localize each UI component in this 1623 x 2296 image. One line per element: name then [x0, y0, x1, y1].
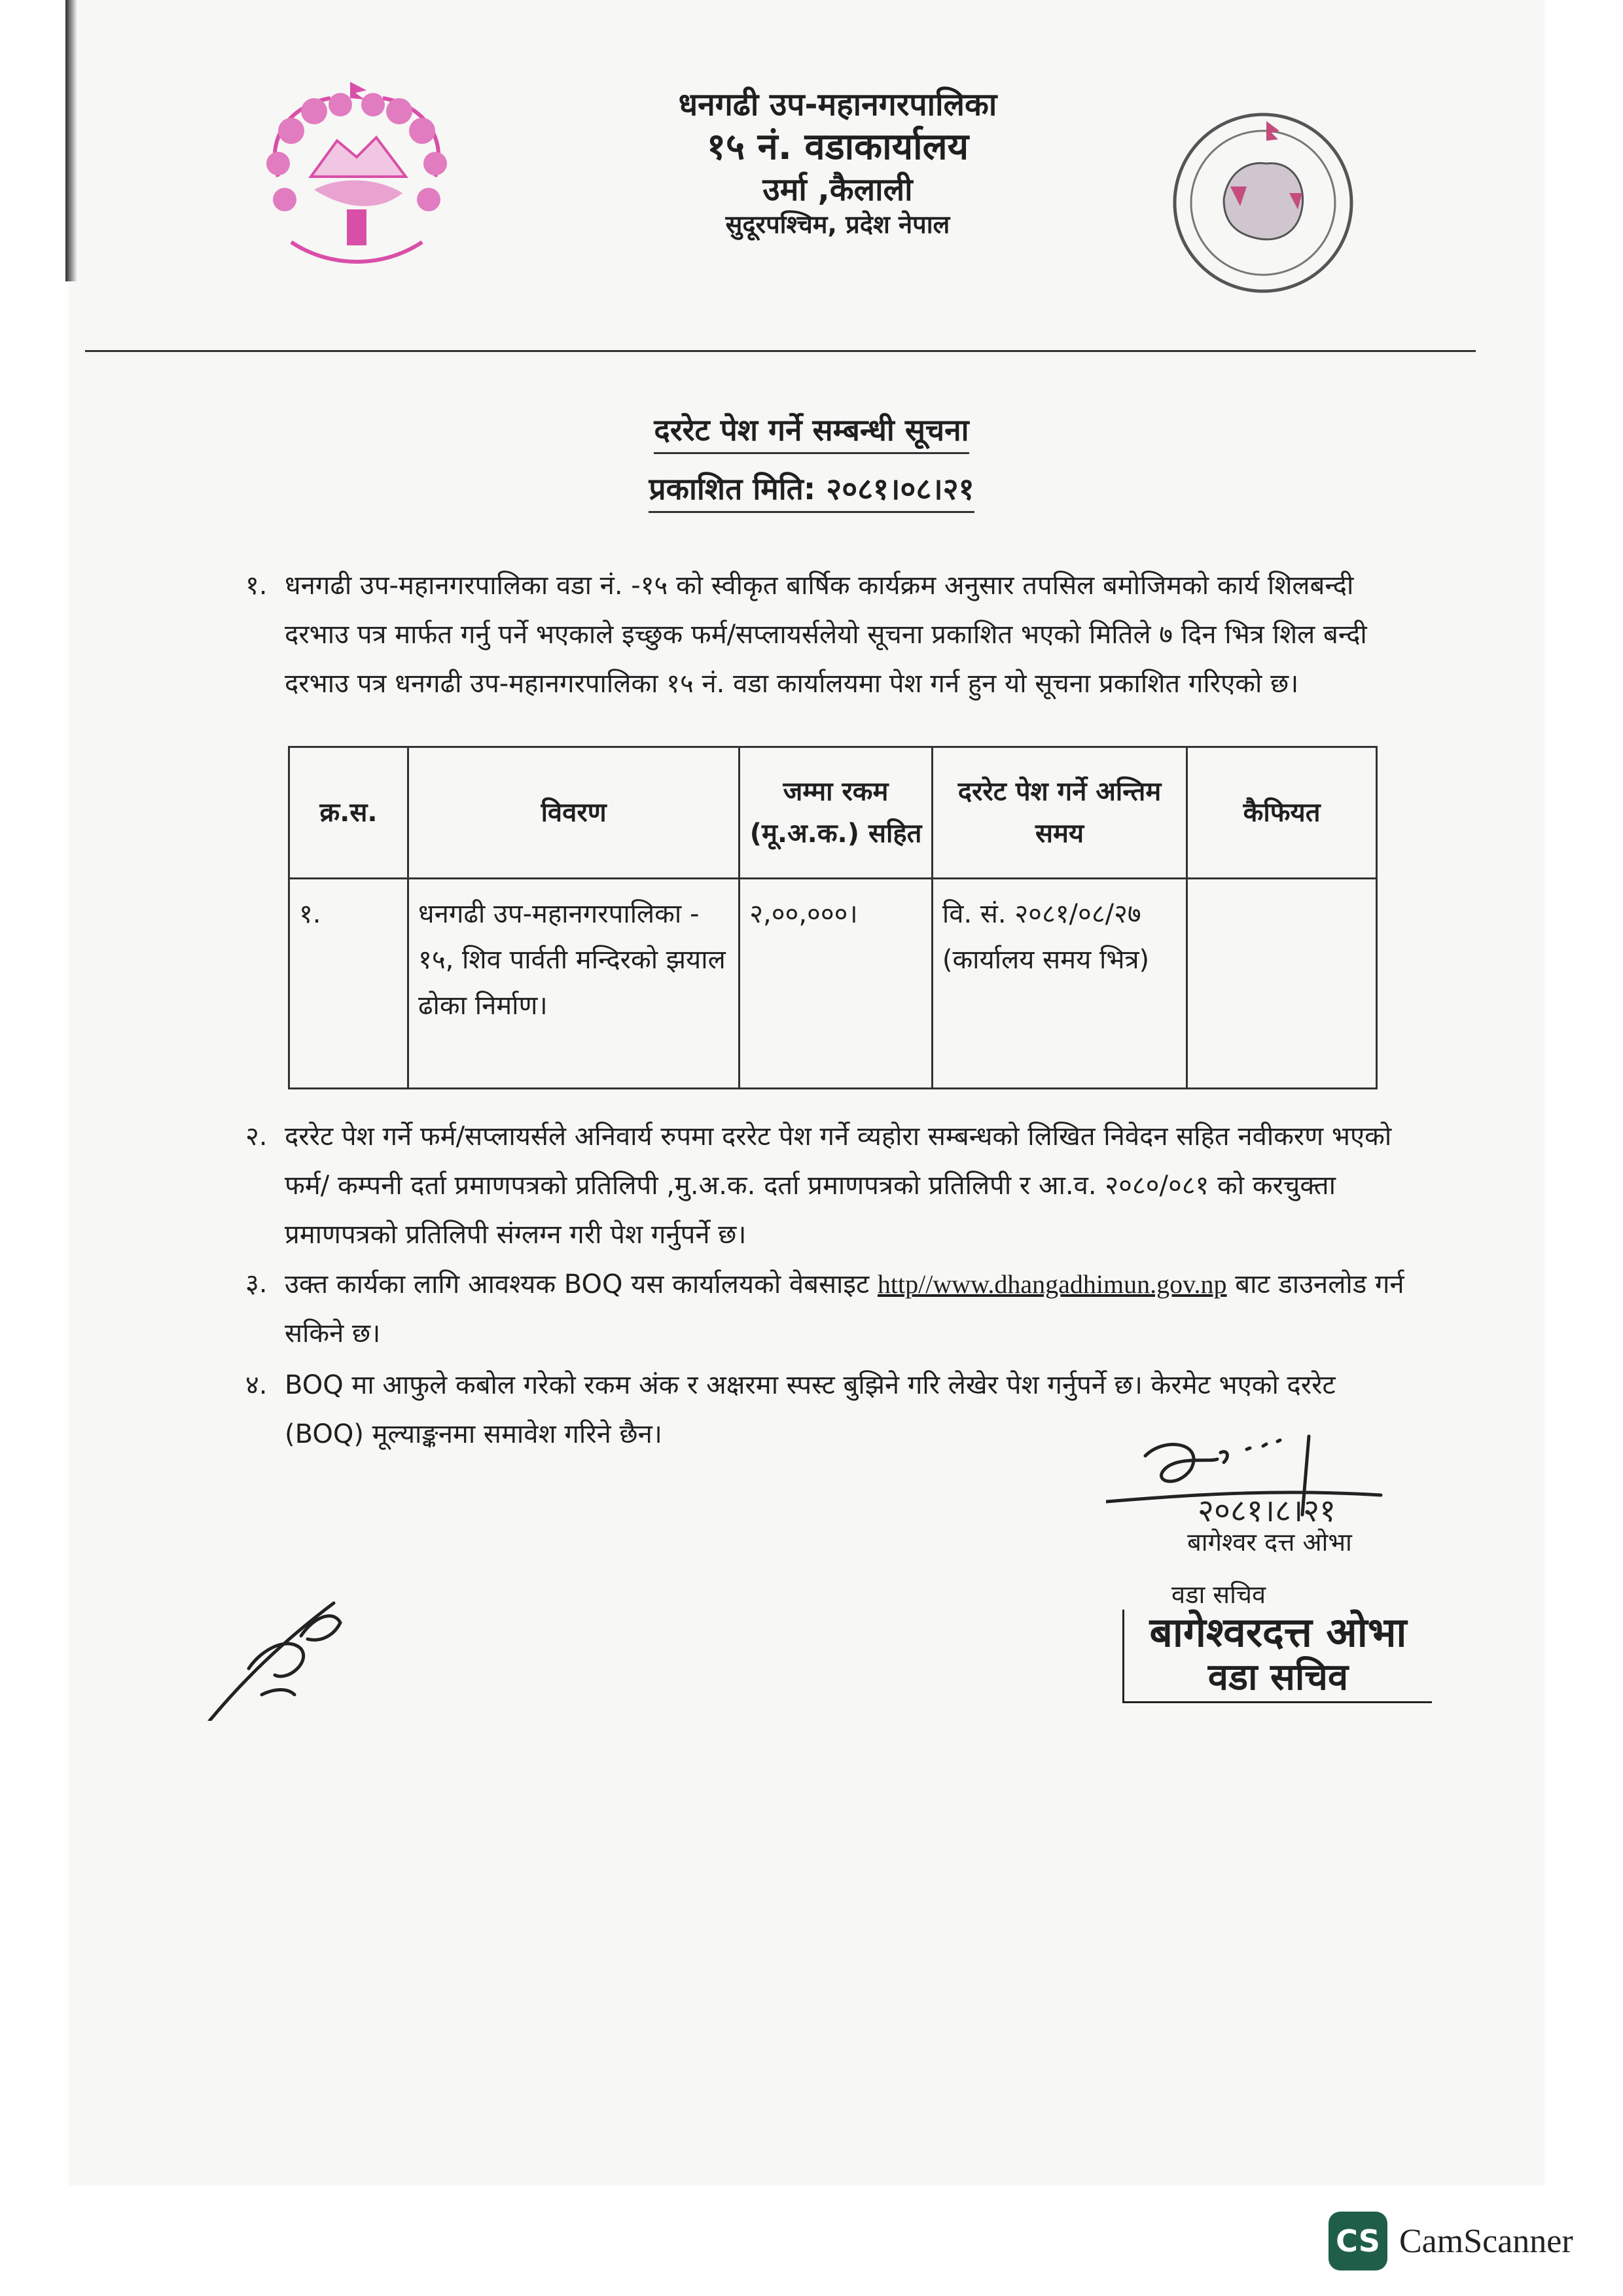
item-text-before-link: उक्त कार्यका लागि आवश्यक BOQ यस कार्यालयको वेबसाइट [285, 1269, 878, 1299]
header-serial: क्र.स. [289, 747, 408, 879]
document-page [69, 0, 1544, 2185]
nepal-emblem-logo [252, 79, 461, 275]
office-header [537, 85, 1139, 241]
cell-remarks [1187, 879, 1377, 1089]
municipality-name: धनगढी उप-महानगरपालिका [678, 86, 997, 123]
page-edge-shadow [65, 0, 77, 281]
signer-post: वडा सचिव [1171, 1580, 1266, 1609]
item-number: २. [245, 1122, 268, 1152]
table-header-row [289, 747, 1377, 879]
header-remarks: कैफियत [1187, 747, 1377, 879]
item-text-after-link: बाट डाउनलोड गर्न सकिने छ। [285, 1269, 1404, 1349]
paragraph-text: धनगढी उप-महानगरपालिका वडा नं. -१५ को स्वीकृत बार्षिक कार्यक्रम अनुसार तपसिल बमोजिमको कार्य शिलबन्दी दरभाउ पत्र मार्फत गर्नु पर्ने भएकाले इच्छुक फर्म/सप्लायर्सलेयो सूचना प्रकाशित भएको मितिले ७ दिन भित्र शिल बन्दी दरभाउ पत्र धनगढी उप-महानगरपालिका १५ नं. वडा कार्यालयमा पेश गर्न हुन यो सूचना प्रकाशित गरिएको छ। [285, 571, 1367, 699]
header-description: विवरण [408, 747, 740, 879]
camscanner-icon: CS [1329, 2212, 1387, 2270]
paragraph-number: १. [245, 571, 268, 601]
notice-item-2 [245, 1112, 1417, 1260]
cell-deadline: वि. सं. २०८१/०८/२७ (कार्यालय समय भित्र) [932, 879, 1186, 1089]
office-seal-stamp [1168, 101, 1358, 304]
camscanner-label: CamScanner [1399, 2222, 1573, 2260]
office-location: उर्मा ,कैलाली [762, 171, 913, 208]
cell-description: धनगढी उप-महानगरपालिका - १५, शिव पार्वती मन्दिरको झयाल ढोका निर्माण। [408, 879, 740, 1089]
header-divider [85, 350, 1476, 352]
province-name: सुदूरपश्चिम, प्रदेश नेपाल [725, 210, 950, 239]
item-text: दररेट पेश गर्ने फर्म/सप्लायर्सले अनिवार्य रुपमा दररेट पेश गर्ने व्यहोरा सम्बन्धको लिखित निवेदन सहित नवीकरण भएको फर्म/ कम्पनी दर्ता प्रमाणपत्रको प्रतिलिपी ,मु.अ.क. दर्ता प्रमाणपत्रको प्रतिलिपी र आ.व. २०८०/०८१ को करचुक्ता प्रमाणपत्रको प्रतिलिपी संग्लग्न गरी पेश गर्नुपर्ने छ। [285, 1122, 1392, 1250]
notice-title [0, 409, 1623, 454]
initial-signature [203, 1590, 373, 1721]
item-number: ३. [245, 1269, 268, 1299]
tender-table [288, 746, 1378, 1089]
header-amount: जम्मा रकम (मू.अ.क.) सहित [740, 747, 933, 879]
cell-amount: २,००,०००। [740, 879, 933, 1089]
publish-date [0, 468, 1623, 513]
table-row [289, 879, 1377, 1089]
notice-paragraph-1 [245, 561, 1410, 709]
website-link[interactable]: http//www.dhangadhimun.gov.np [877, 1269, 1227, 1299]
notice-item-3 [245, 1260, 1417, 1358]
stamp-name: बागेश्वरदत्त ओभा [1149, 1608, 1407, 1656]
signature-date: २०८१।८।२१ [1198, 1492, 1336, 1529]
name-stamp [1122, 1610, 1432, 1703]
camscanner-watermark [1329, 2212, 1573, 2270]
ward-office-name: १५ नं. वडाकार्यालय [706, 126, 969, 168]
publish-date-text: प्रकाशित मिति: २०८१।०८।२१ [649, 468, 974, 513]
item-text: BOQ मा आफुले कबोल गरेको रकम अंक र अक्षरमा स्पस्ट बुझिने गरि लेखेर पेश गर्नुपर्ने छ। केरमेट भएको दररेट (BOQ) मूल्याङ्कनमा समावेश गरिने छैन। [285, 1370, 1336, 1449]
cell-serial: १. [289, 879, 408, 1089]
signer-name: बागेश्वर दत्त ओभा [1187, 1528, 1352, 1557]
item-text [285, 1260, 1417, 1358]
header-deadline: दररेट पेश गर्ने अन्तिम समय [932, 747, 1186, 879]
stamp-post: वडा सचिव [1207, 1655, 1349, 1699]
notice-title-text: दररेट पेश गर्ने सम्बन्धी सूचना [654, 409, 969, 454]
item-number: ४. [245, 1370, 268, 1400]
